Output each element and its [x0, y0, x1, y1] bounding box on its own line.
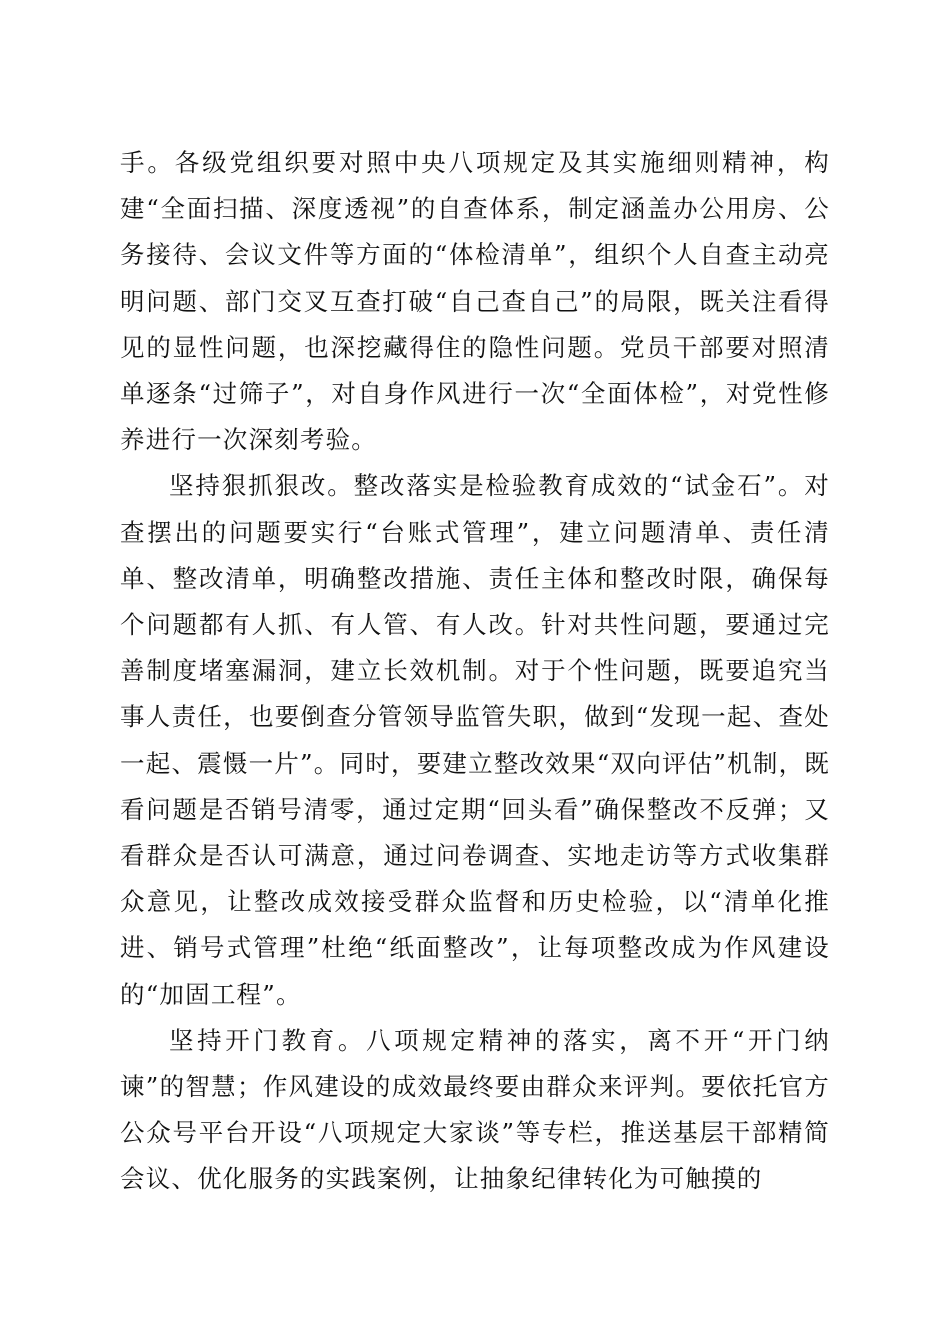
document-body	[120, 140, 830, 1203]
paragraph-continuation: 手。各级党组织要对照中央八项规定及其实施细则精神，构建“全面扫描、深度透视”的自查体系，制定涵盖办公用房、公务接待、会议文件等方面的“体检清单”，组织个人自查主动亮明问题、部门交叉互查打破“自己查自己”的局限，既关注看得见的显性问题，也深挖藏得住的隐性问题。党员干部要对照清单逐条“过筛子”，对自身作风进行一次“全面体检”，对党性修养进行一次深刻考验。	[120, 148, 830, 455]
paragraph-open-education: 坚持开门教育。八项规定精神的落实，离不开“开门纳谏”的智慧；作风建设的成效最终要由群众来评判。要依托官方公众号平台开设“八项规定大家谈”等专栏，推送基层干部精简会议、优化服务的实践案例，让抽象纪律转化为可触摸的	[120, 1025, 830, 1194]
paragraph-rectification: 坚持狠抓狠改。整改落实是检验教育成效的“试金石”。对查摆出的问题要实行“台账式管理”，建立问题清单、责任清单、整改清单，明确整改措施、责任主体和整改时限，确保每个问题都有人抓、有人管、有人改。针对共性问题，要通过完善制度堵塞漏洞，建立长效机制。对于个性问题，既要追究当事人责任，也要倒查分管领导监管失职，做到“发现一起、查处一起、震慑一片”。同时，要建立整改效果“双向评估”机制，既看问题是否销号清零，通过定期“回头看”确保整改不反弹；又看群众是否认可满意，通过问卷调查、实地走访等方式收集群众意见，让整改成效接受群众监督和历史检验，以“清单化推进、销号式管理”杜绝“纸面整改”，让每项整改成为作风建设的“加固工程”。	[120, 471, 830, 1009]
